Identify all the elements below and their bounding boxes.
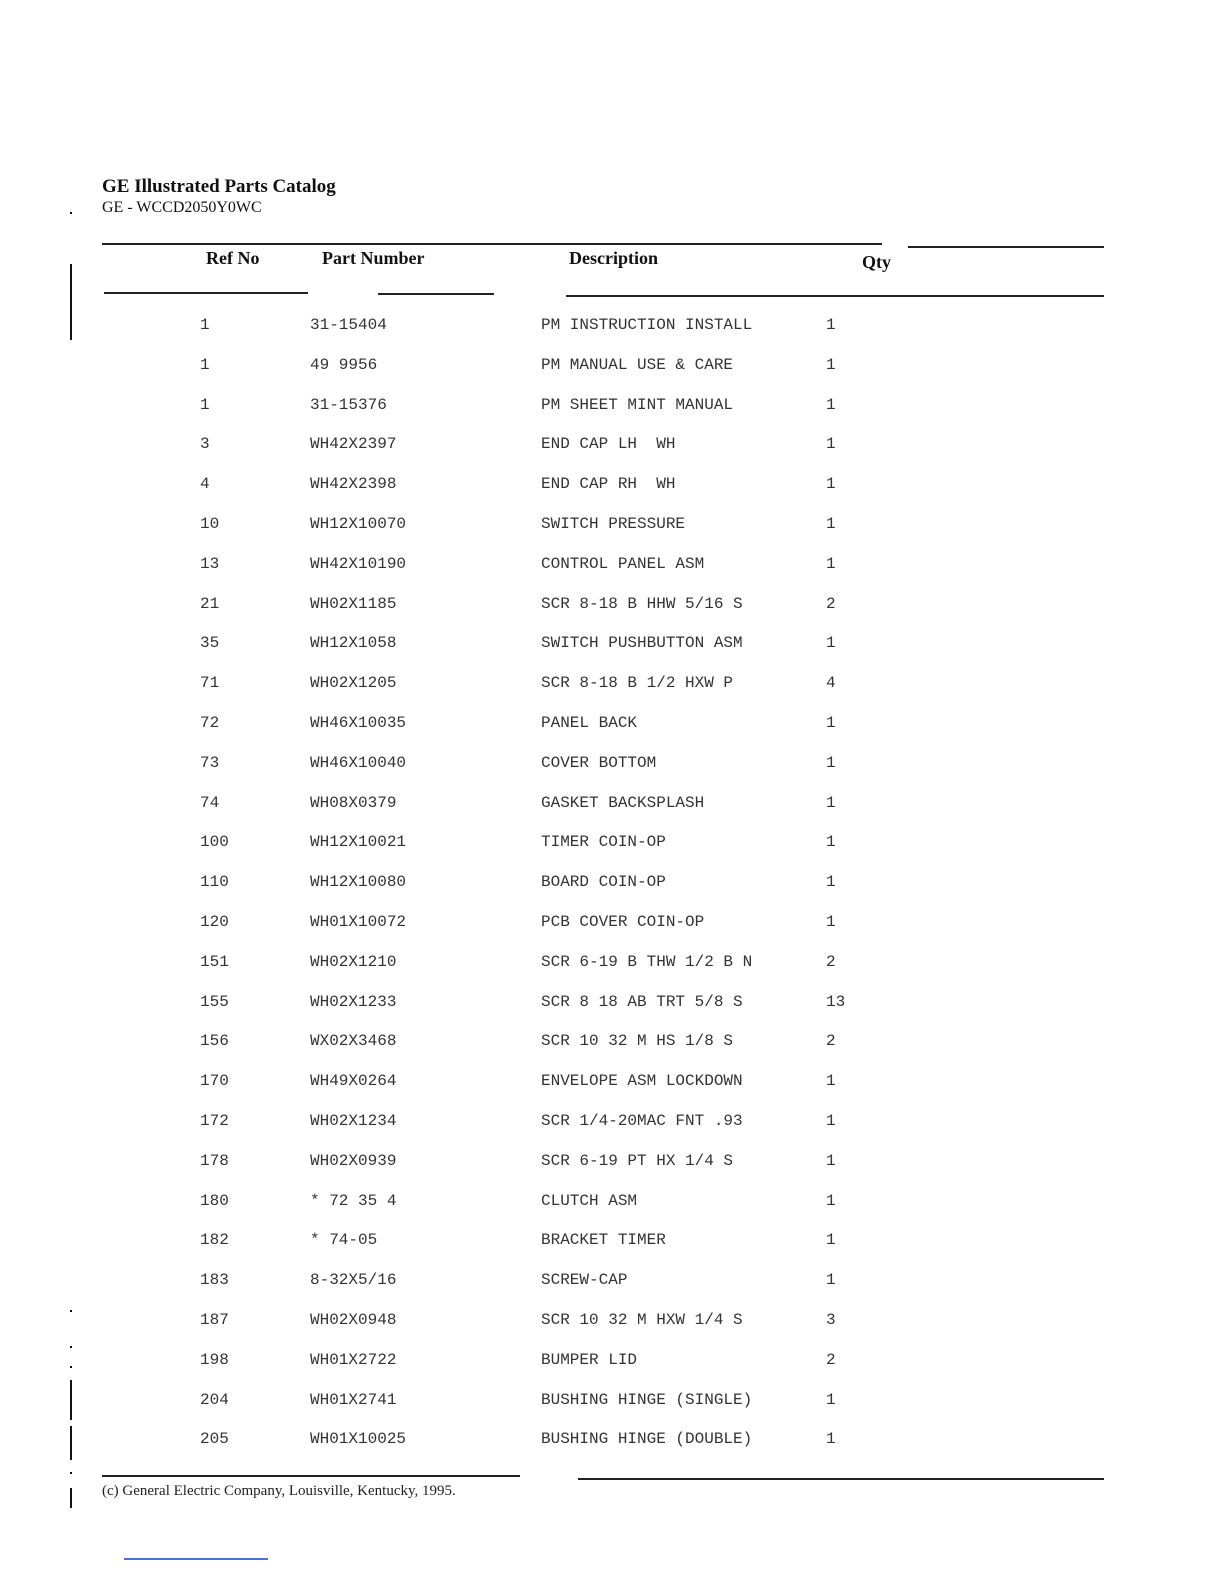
- ref-cell: 1: [200, 316, 210, 334]
- part-cell: WH01X2722: [310, 1350, 397, 1369]
- table-row: [0, 1106, 1224, 1146]
- description-cell: END CAP RH WH: [541, 475, 676, 494]
- qty-cell: 1: [826, 793, 836, 812]
- ref-cell: 100: [200, 833, 229, 852]
- part-cell: WH08X0379: [310, 793, 397, 812]
- table-row: [0, 429, 1224, 469]
- description-cell: SCR 6-19 B THW 1/2 B N: [541, 952, 753, 971]
- table-row: [0, 549, 1224, 589]
- description-cell: CLUTCH ASM: [541, 1191, 638, 1210]
- part-cell: WH02X1210: [310, 952, 397, 971]
- table-row: [0, 350, 1224, 390]
- ref-cell: 155: [200, 992, 229, 1011]
- margin-scan-dot: [70, 1472, 72, 1474]
- ref-cell: 1: [200, 395, 210, 414]
- part-cell: WX02X3468: [310, 1032, 397, 1051]
- part-cell: WH12X10021: [310, 833, 407, 852]
- header-bottom-rule-mid: [378, 293, 494, 295]
- ref-cell: 74: [200, 793, 220, 812]
- column-header-qty: Qty: [862, 252, 891, 272]
- description-cell: PM MANUAL USE & CARE: [541, 355, 734, 374]
- table-row: [0, 788, 1224, 828]
- ref-cell: 10: [200, 514, 220, 533]
- parts-table: [0, 310, 1224, 1464]
- qty-cell: 13: [826, 992, 846, 1011]
- part-cell: WH49X0264: [310, 1072, 397, 1091]
- table-row: [0, 310, 1224, 350]
- ref-cell: 13: [200, 554, 220, 573]
- qty-cell: 1: [826, 1111, 836, 1130]
- table-row: [0, 1225, 1224, 1265]
- description-cell: GASKET BACKSPLASH: [541, 793, 705, 812]
- ref-cell: 182: [200, 1231, 229, 1250]
- table-row: [0, 390, 1224, 430]
- part-cell: WH01X2741: [310, 1390, 397, 1409]
- description-cell: ENVELOPE ASM LOCKDOWN: [541, 1072, 743, 1091]
- header-bottom-rule-left: [104, 292, 308, 294]
- part-cell: WH42X2397: [310, 435, 397, 454]
- table-row: [0, 1305, 1224, 1345]
- margin-scan-dot: [70, 1366, 72, 1368]
- qty-cell: 1: [826, 873, 836, 892]
- qty-cell: 4: [826, 674, 836, 693]
- part-cell: WH02X0939: [310, 1151, 397, 1170]
- description-cell: SWITCH PRESSURE: [541, 514, 686, 533]
- description-cell: END CAP LH WH: [541, 435, 676, 454]
- margin-scan-dot: [70, 212, 72, 214]
- ref-cell: 172: [200, 1111, 229, 1130]
- description-cell: SCR 1/4-20MAC FNT .93: [541, 1111, 743, 1130]
- bottom-edge-line: [124, 1558, 268, 1560]
- qty-cell: 2: [826, 594, 836, 613]
- ref-cell: 110: [200, 873, 229, 892]
- margin-scan-mark: [70, 1488, 72, 1508]
- part-cell: 49 9956: [310, 355, 378, 374]
- ref-cell: 3: [200, 435, 210, 454]
- part-cell: 31-15376: [310, 395, 387, 414]
- description-cell: BUSHING HINGE (SINGLE): [541, 1390, 753, 1409]
- margin-scan-mark: [70, 1426, 72, 1460]
- ref-cell: 180: [200, 1191, 229, 1210]
- qty-cell: 1: [826, 514, 836, 533]
- description-cell: SCR 10 32 M HXW 1/4 S: [541, 1310, 743, 1329]
- ref-cell: 21: [200, 594, 220, 613]
- part-cell: WH12X10070: [310, 514, 407, 533]
- description-cell: BOARD COIN-OP: [541, 873, 666, 892]
- qty-cell: 1: [826, 713, 836, 732]
- description-cell: COVER BOTTOM: [541, 753, 657, 772]
- qty-cell: 1: [826, 1390, 836, 1409]
- part-cell: WH12X10080: [310, 873, 407, 892]
- part-cell: 31-15404: [310, 316, 387, 334]
- part-cell: WH02X1185: [310, 594, 397, 613]
- part-cell: WH01X10072: [310, 912, 407, 931]
- part-cell: * 74-05: [310, 1231, 378, 1250]
- qty-cell: 1: [826, 355, 836, 374]
- column-header-description: Description: [569, 248, 658, 268]
- ref-cell: 73: [200, 753, 220, 772]
- qty-cell: 1: [826, 833, 836, 852]
- table-row: [0, 628, 1224, 668]
- description-cell: SCR 10 32 M HS 1/8 S: [541, 1032, 734, 1051]
- description-cell: SCR 8-18 B HHW 5/16 S: [541, 594, 743, 613]
- ref-cell: 156: [200, 1032, 229, 1051]
- table-row: [0, 748, 1224, 788]
- qty-cell: 1: [826, 395, 836, 414]
- qty-cell: 3: [826, 1310, 836, 1329]
- table-row: [0, 1026, 1224, 1066]
- footer-rule-left: [102, 1475, 520, 1477]
- part-cell: WH42X2398: [310, 475, 397, 494]
- margin-scan-mark: [70, 264, 72, 340]
- table-row: [0, 1265, 1224, 1305]
- ref-cell: 178: [200, 1151, 229, 1170]
- part-cell: WH12X1058: [310, 634, 397, 653]
- description-cell: BUSHING HINGE (DOUBLE): [541, 1430, 753, 1449]
- table-row: [0, 1385, 1224, 1425]
- table-row: [0, 668, 1224, 708]
- qty-cell: 1: [826, 1151, 836, 1170]
- header-bottom-rule-right: [566, 295, 1104, 297]
- description-cell: SCR 6-19 PT HX 1/4 S: [541, 1151, 734, 1170]
- ref-cell: 35: [200, 634, 220, 653]
- ref-cell: 205: [200, 1430, 229, 1449]
- qty-cell: 1: [826, 1231, 836, 1250]
- ref-cell: 120: [200, 912, 229, 931]
- table-row: [0, 708, 1224, 748]
- description-cell: SCREW-CAP: [541, 1271, 628, 1290]
- description-cell: SCR 8-18 B 1/2 HXW P: [541, 674, 734, 693]
- ref-cell: 151: [200, 952, 229, 971]
- description-cell: SWITCH PUSHBUTTON ASM: [541, 634, 743, 653]
- part-cell: WH02X1205: [310, 674, 397, 693]
- table-row: [0, 1146, 1224, 1186]
- table-row: [0, 1066, 1224, 1106]
- ref-cell: 198: [200, 1350, 229, 1369]
- part-cell: 8-32X5/16: [310, 1271, 397, 1290]
- description-cell: BRACKET TIMER: [541, 1231, 666, 1250]
- catalog-header: [102, 176, 336, 218]
- part-cell: WH02X0948: [310, 1310, 397, 1329]
- part-cell: WH42X10190: [310, 554, 407, 573]
- column-header-part: Part Number: [322, 248, 425, 268]
- table-row: [0, 827, 1224, 867]
- table-row: [0, 1186, 1224, 1226]
- table-row: [0, 469, 1224, 509]
- qty-cell: 1: [826, 316, 836, 334]
- table-row: [0, 947, 1224, 987]
- table-row: [0, 509, 1224, 549]
- description-cell: CONTROL PANEL ASM: [541, 554, 705, 573]
- header-top-rule-right: [908, 246, 1104, 248]
- qty-cell: 1: [826, 1191, 836, 1210]
- qty-cell: 2: [826, 1032, 836, 1051]
- model-number: GE - WCCD2050Y0WC: [102, 199, 262, 216]
- table-row: [0, 867, 1224, 907]
- qty-cell: 1: [826, 1072, 836, 1091]
- qty-cell: 1: [826, 554, 836, 573]
- description-cell: PM INSTRUCTION INSTALL: [541, 316, 753, 334]
- part-cell: * 72 35 4: [310, 1191, 397, 1210]
- part-cell: WH02X1234: [310, 1111, 397, 1130]
- ref-cell: 170: [200, 1072, 229, 1091]
- table-row: [0, 1424, 1224, 1464]
- table-row: [0, 907, 1224, 947]
- description-cell: SCR 8 18 AB TRT 5/8 S: [541, 992, 743, 1011]
- ref-cell: 71: [200, 674, 220, 693]
- part-cell: WH46X10035: [310, 713, 407, 732]
- description-cell: PM SHEET MINT MANUAL: [541, 395, 734, 414]
- ref-cell: 183: [200, 1271, 229, 1290]
- table-row: [0, 1345, 1224, 1385]
- qty-cell: 1: [826, 1271, 836, 1290]
- footer-rule-right: [578, 1478, 1104, 1480]
- part-cell: WH46X10040: [310, 753, 407, 772]
- qty-cell: 2: [826, 952, 836, 971]
- ref-cell: 72: [200, 713, 220, 732]
- copyright-footer: (c) General Electric Company, Louisville, Kentucky, 1995.: [102, 1483, 456, 1499]
- ref-cell: 1: [200, 355, 210, 374]
- part-cell: WH01X10025: [310, 1430, 407, 1449]
- catalog-title: GE Illustrated Parts Catalog: [102, 176, 336, 197]
- ref-cell: 187: [200, 1310, 229, 1329]
- description-cell: PCB COVER COIN-OP: [541, 912, 705, 931]
- qty-cell: 1: [826, 1430, 836, 1449]
- ref-cell: 4: [200, 475, 210, 494]
- description-cell: BUMPER LID: [541, 1350, 638, 1369]
- qty-cell: 1: [826, 753, 836, 772]
- header-top-rule: [102, 243, 882, 245]
- margin-scan-mark: [70, 1380, 72, 1420]
- qty-cell: 1: [826, 435, 836, 454]
- margin-scan-dot: [70, 1310, 72, 1312]
- qty-cell: 1: [826, 475, 836, 494]
- qty-cell: 1: [826, 634, 836, 653]
- description-cell: TIMER COIN-OP: [541, 833, 666, 852]
- ref-cell: 204: [200, 1390, 229, 1409]
- margin-scan-dot: [70, 1346, 72, 1348]
- description-cell: PANEL BACK: [541, 713, 638, 732]
- table-row: [0, 987, 1224, 1027]
- part-cell: WH02X1233: [310, 992, 397, 1011]
- qty-cell: 1: [826, 912, 836, 931]
- qty-cell: 2: [826, 1350, 836, 1369]
- column-header-ref: Ref No: [206, 248, 260, 268]
- table-row: [0, 589, 1224, 629]
